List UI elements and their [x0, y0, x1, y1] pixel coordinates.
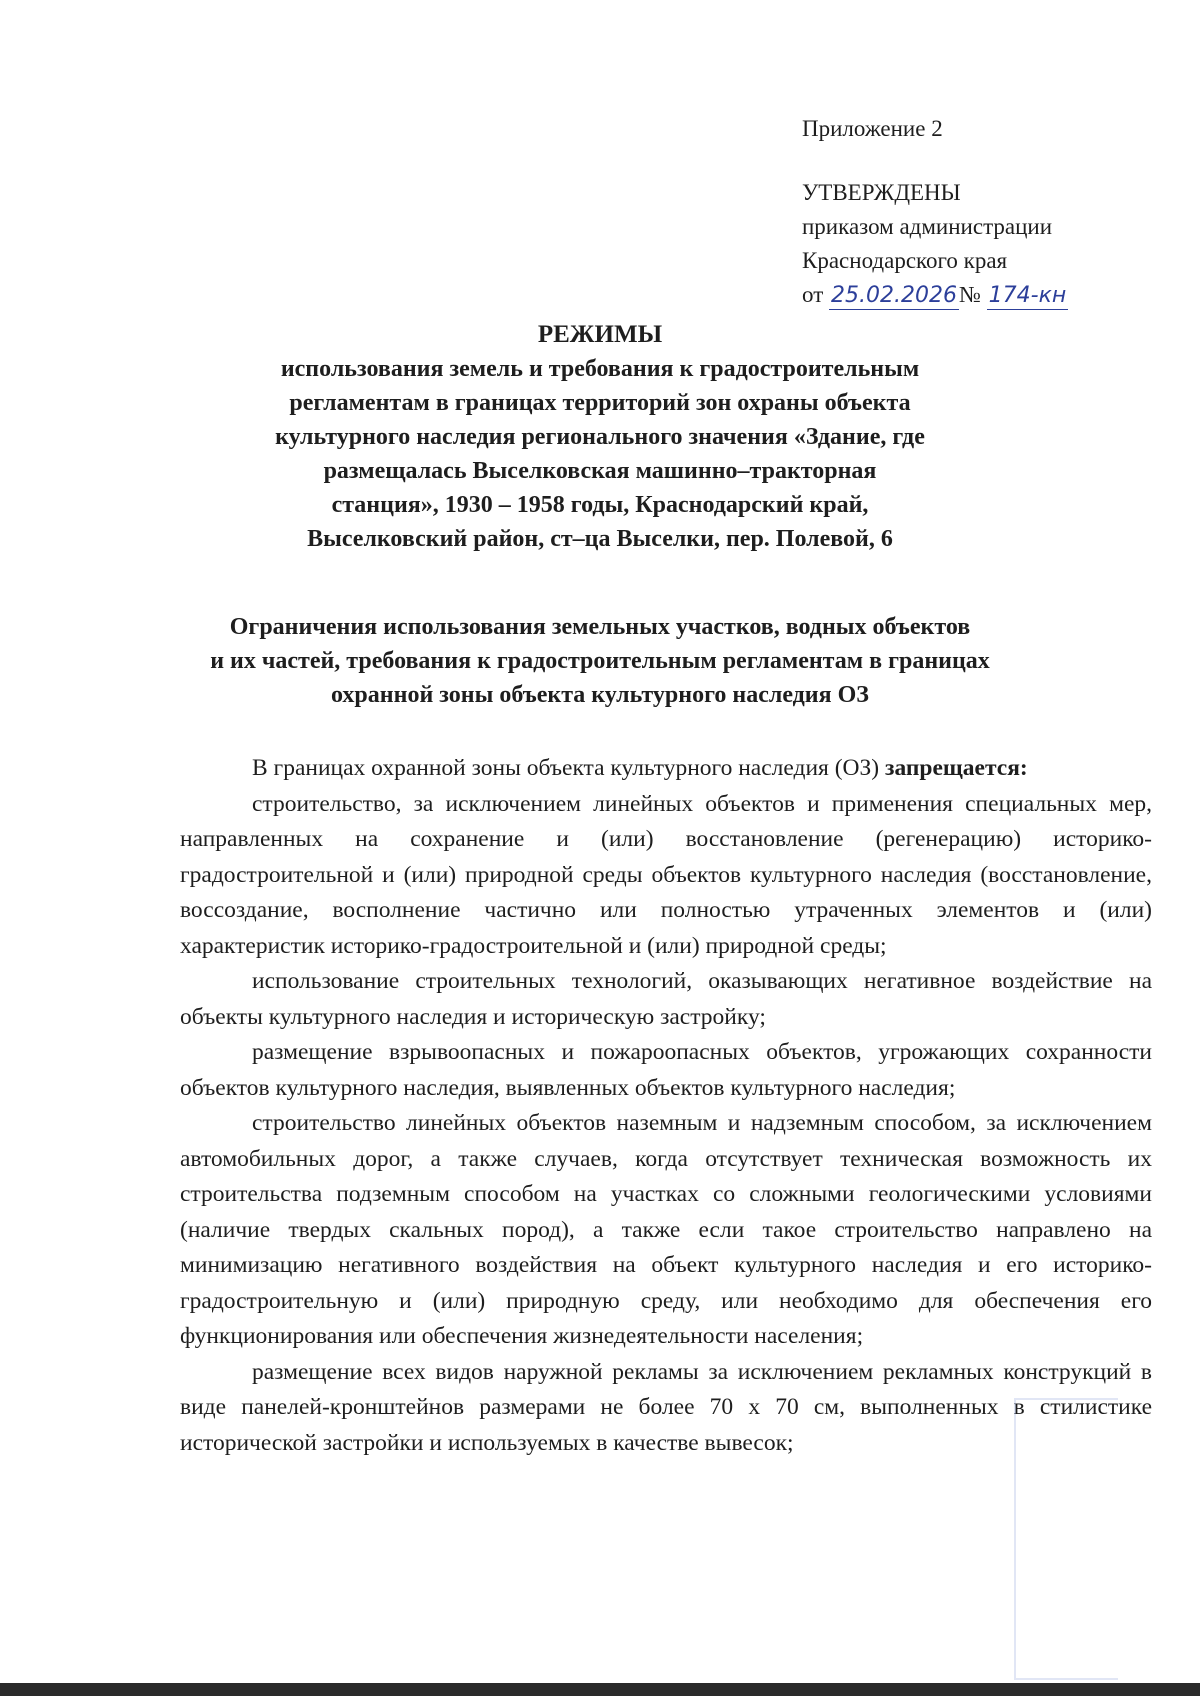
restriction-item: строительство, за исключением линейных объектов и применения специальных мер, направленных на сохранение и (или) восстановление (регенерацию) историко-градостроительной и (или) природной среды объектов культурного наследия (восстановление, воссоздание, восполнение частично или полностью утраченных элементов и (или) характеристик историко-градостроительной и (или) природной среды; — [180, 790, 1152, 959]
section-heading — [120, 610, 1080, 712]
title-line: регламентам в границах территорий зон охраны объекта — [289, 390, 911, 416]
faint-stamp-outline — [1014, 1398, 1118, 1680]
lead-paragraph — [180, 751, 1152, 787]
title-line: станция», 1930 – 1958 годы, Краснодарский край, — [331, 492, 869, 518]
title-main: РЕЖИМЫ — [537, 321, 663, 348]
number-prefix: № — [958, 282, 981, 307]
restriction-item: использование строительных технологий, оказывающих негативное воздействие на объекты культурного наследия и историческую застройку; — [180, 968, 1152, 1030]
handwritten-date: 25.02.2026 — [831, 283, 957, 308]
order-label: приказом администрации — [802, 214, 1053, 239]
restriction-item: размещение взрывоопасных и пожароопасных объектов, угрожающих сохранности объектов культурного наследия, выявленных объектов культурного наследия; — [180, 1039, 1152, 1101]
approval-block — [802, 112, 1068, 312]
lead-text: В границах охранной зоны объекта культурного наследия (ОЗ) — [252, 755, 880, 781]
handwritten-number: 174-кн — [988, 283, 1067, 308]
title-line: размещалась Выселковская машинно–тракторная — [323, 458, 877, 484]
body-text — [180, 751, 1152, 1461]
title-line: Выселковский район, ст–ца Выселки, пер. Полевой, 6 — [307, 526, 893, 552]
section-heading-line: Ограничения использования земельных участков, водных объектов — [229, 614, 971, 640]
document-title — [120, 318, 1080, 556]
region-label: Краснодарского края — [802, 248, 1008, 273]
appendix-label: Приложение 2 — [802, 116, 943, 141]
spacer — [802, 146, 1068, 176]
restriction-item: размещение всех видов наружной рекламы за исключением рекламных конструкций в виде панелей-кронштейнов размерами не более 70 x 70 см, выполненных в стилистике исторической застройки и используемых в качестве вывесок; — [180, 1358, 1152, 1456]
date-number-line — [802, 278, 1068, 312]
title-line: использования земель и требования к градостроительным — [280, 356, 920, 382]
scan-bottom-edge — [0, 1683, 1200, 1696]
title-line: культурного наследия регионального значения «Здание, где — [275, 424, 925, 450]
section-heading-line: охранной зоны объекта культурного наследия ОЗ — [331, 682, 869, 708]
date-prefix: от — [802, 282, 824, 307]
section-heading-line: и их частей, требования к градостроительным регламентам в границах — [210, 648, 990, 674]
lead-bold-text: запрещается: — [885, 755, 1028, 781]
approved-label: УТВЕРЖДЕНЫ — [802, 180, 961, 205]
restriction-item: строительство линейных объектов наземным и надземным способом, за исключением автомобильных дорог, а также случаев, когда отсутствует техническая возможность их строительства подземным способом на участках со сложными геологическими условиями (наличие твердых скальных пород), а также если такое строительство направлено на минимизацию негативного воздействия на объект культурного наследия и его историко-градостроительную и (или) природную среду, или необходимо для обеспечения его функционирования или обеспечения жизнедеятельности населения; — [180, 1110, 1152, 1349]
